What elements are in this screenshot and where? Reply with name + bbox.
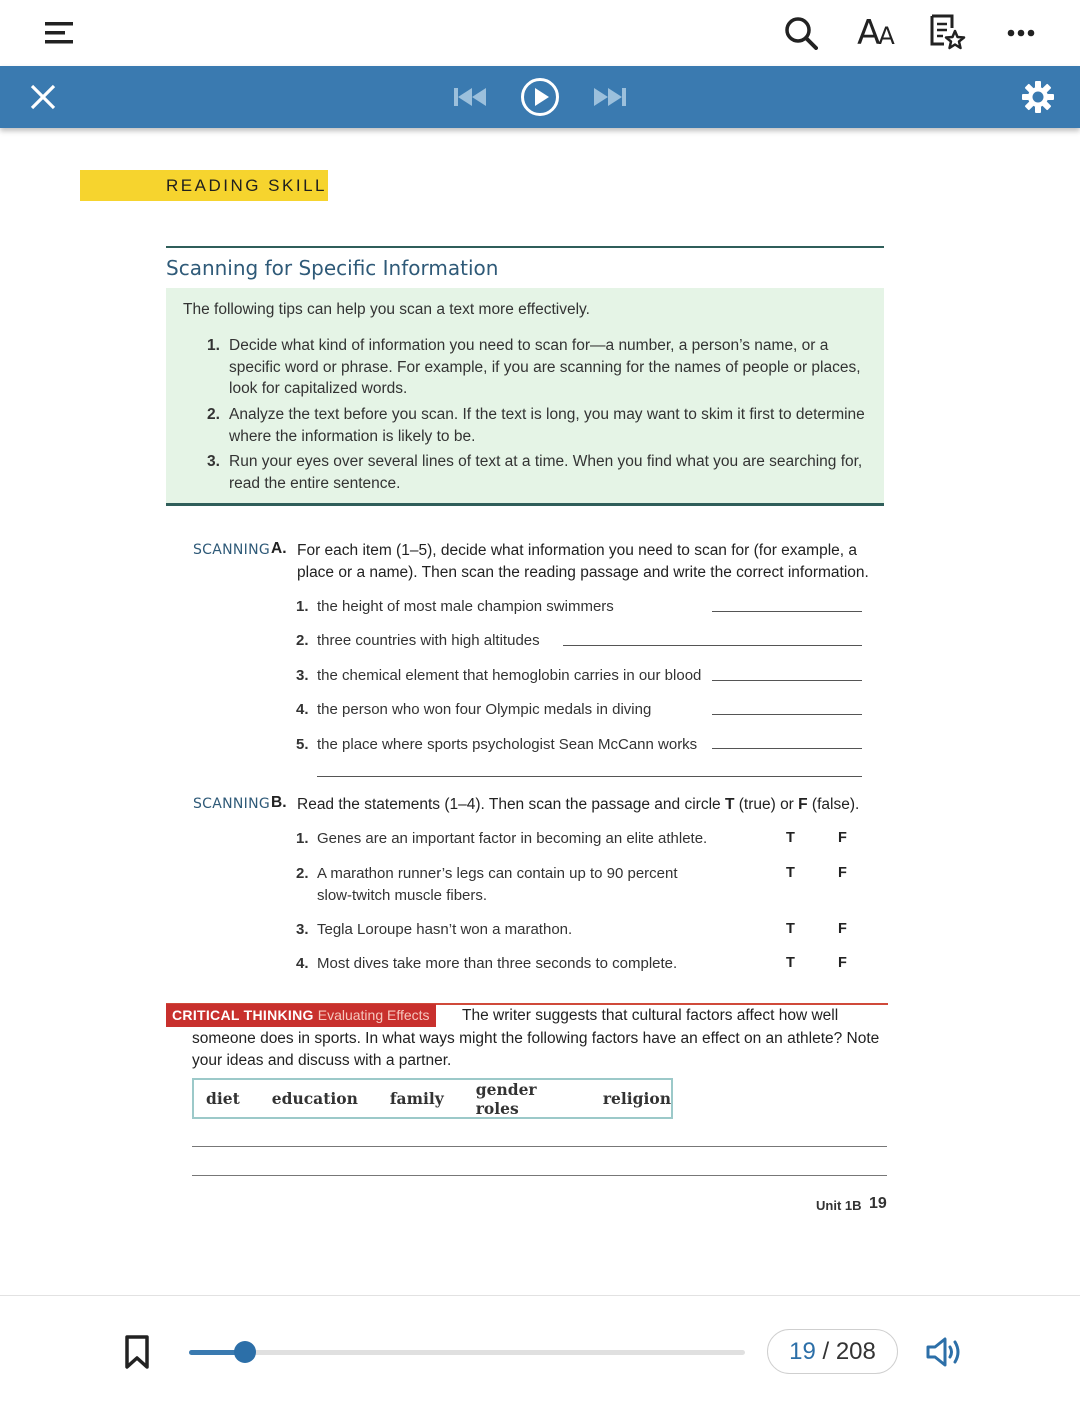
tip-item: 2. Analyze the text before you scan. If the text is long, you may want to skim it first to determine where the information is likely to be.: [207, 406, 865, 445]
close-icon[interactable]: [18, 72, 68, 122]
search-icon[interactable]: [776, 8, 826, 58]
false-option[interactable]: F: [838, 865, 847, 881]
answer-line[interactable]: [192, 1146, 887, 1147]
section-b-letter: B.: [271, 794, 287, 811]
answer-line[interactable]: [317, 776, 862, 777]
tip-item: 3. Run your eyes over several lines of text at a time. When you find what you are searching for, read the entire sentence.: [207, 453, 863, 492]
factor-word: religion: [602, 1089, 671, 1108]
current-page: 19: [789, 1337, 816, 1365]
font-size-button[interactable]: [850, 8, 900, 58]
section-b-label: SCANNING: [193, 796, 271, 812]
factors-box: [192, 1078, 673, 1119]
gear-icon[interactable]: [1012, 71, 1064, 123]
answer-line[interactable]: [712, 611, 862, 612]
list-item: 4. the person who won four Olympic medals in diving: [296, 701, 652, 718]
skip-previous-icon[interactable]: [446, 76, 494, 118]
factor-word: family: [389, 1089, 444, 1108]
speaker-icon[interactable]: [920, 1328, 968, 1376]
page-separator: /: [815, 1337, 836, 1365]
bookmark-list-star-icon[interactable]: [922, 8, 972, 58]
answer-line[interactable]: [712, 680, 862, 681]
list-item: 5. the place where sports psychologist Sean McCann works: [296, 736, 698, 753]
section-a-label: SCANNING: [193, 542, 271, 558]
section-b-instruction: Read the statements (1–4). Then scan the passage and circle T (true) or F (false).: [297, 796, 860, 813]
answer-line[interactable]: [192, 1175, 887, 1176]
bottom-divider: [0, 1295, 1080, 1296]
false-option[interactable]: F: [838, 955, 847, 971]
reading-skill-tag: READING SKILL: [80, 170, 328, 201]
critical-thinking-tag: CRITICAL THINKING Evaluating Effects: [166, 1004, 436, 1027]
list-item: 3. the chemical element that hemoglobin carries in our blood: [296, 667, 702, 684]
list-item: 2. A marathon runner’s legs can contain up to 90 percent slow-twitch muscle fibers.: [296, 865, 678, 904]
font-size-icon: AA: [857, 13, 893, 53]
skip-next-icon[interactable]: [586, 76, 634, 118]
top-app-bar: [0, 0, 1080, 66]
page-footer-number: 19: [869, 1195, 887, 1212]
page-footer-unit: Unit 1B: [816, 1198, 862, 1213]
list-item: 1. the height of most male champion swimmers: [296, 598, 614, 615]
answer-line[interactable]: [712, 748, 862, 749]
hamburger-menu-icon[interactable]: [34, 8, 84, 58]
bookmark-icon[interactable]: [114, 1328, 160, 1376]
section-a-instruction: For each item (1–5), decide what information you need to scan for (for example, a place or a name). Then scan the reading passage and write the correct information.: [297, 542, 869, 581]
list-item: 1. Genes are an important factor in becoming an elite athlete.: [296, 830, 708, 847]
factor-word: education: [271, 1089, 358, 1108]
more-dots-icon[interactable]: [996, 8, 1046, 58]
critical-thinking-text: The writer suggests that cultural factors affect how well: [462, 1007, 839, 1024]
true-option[interactable]: T: [786, 921, 795, 937]
section-a-letter: A.: [271, 540, 287, 557]
total-pages: 208: [835, 1337, 876, 1365]
play-circle-icon[interactable]: [514, 71, 566, 123]
tips-intro: The following tips can help you scan a text more effectively.: [183, 301, 590, 318]
answer-line[interactable]: [563, 645, 862, 646]
box-title: Scanning for Specific Information: [166, 256, 499, 280]
list-item: 3. Tegla Loroupe hasn’t won a marathon.: [296, 921, 573, 938]
true-option[interactable]: T: [786, 830, 795, 846]
audio-player-bar: [0, 66, 1080, 128]
answer-line[interactable]: [712, 714, 862, 715]
page-slider-thumb[interactable]: [234, 1341, 256, 1363]
true-option[interactable]: T: [786, 865, 795, 881]
list-item: 2. three countries with high altitudes: [296, 632, 540, 649]
factor-word: gender roles: [475, 1079, 537, 1118]
page-indicator[interactable]: [767, 1329, 898, 1374]
tip-item: 1. Decide what kind of information you need to scan for—a number, a person’s name, or a specific word or phrase. For example, if you are scanning for the names of people or places, look for capitalized words.: [207, 337, 861, 397]
false-option[interactable]: F: [838, 921, 847, 937]
box-top-rule: [166, 246, 884, 248]
page-slider-track[interactable]: [189, 1350, 745, 1355]
list-item: 4. Most dives take more than three seconds to complete.: [296, 955, 678, 972]
false-option[interactable]: F: [838, 830, 847, 846]
critical-thinking-text: someone does in sports. In what ways might the following factors have an effect on an athlete? Note your ideas and discuss with a partner.: [192, 1030, 880, 1069]
factor-word: diet: [206, 1089, 240, 1108]
true-option[interactable]: T: [786, 955, 795, 971]
